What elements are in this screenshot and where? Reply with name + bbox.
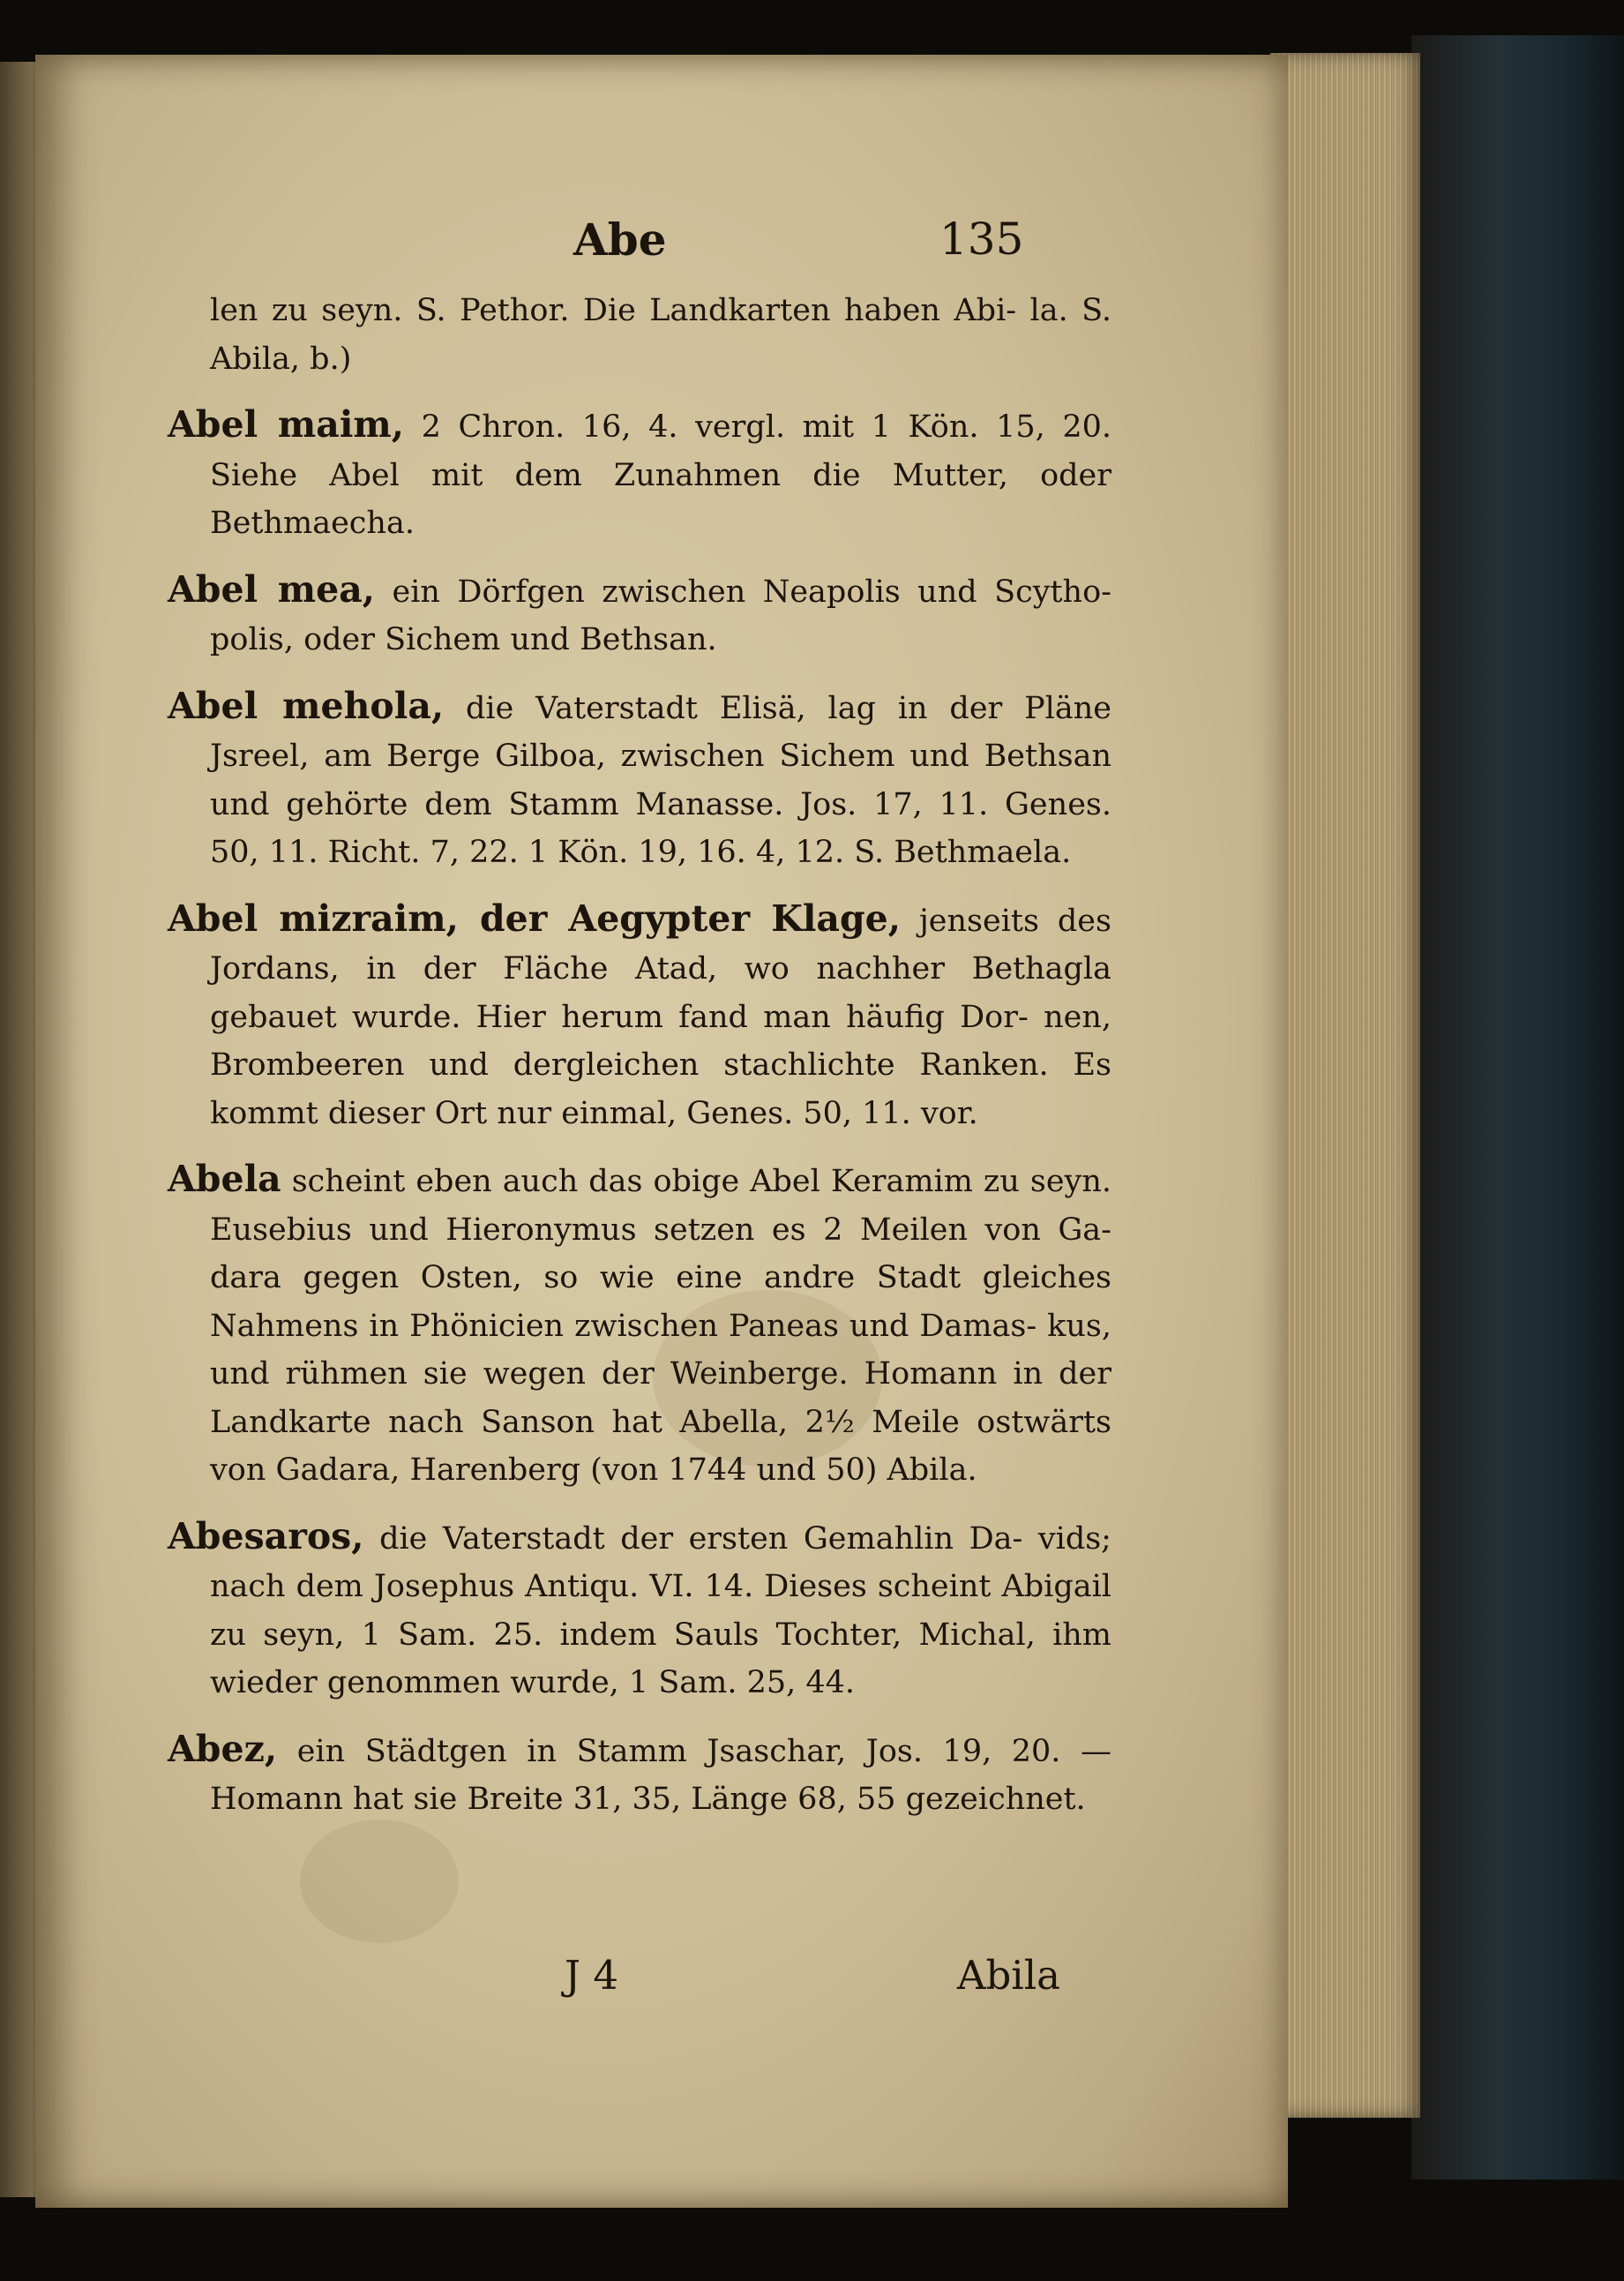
entry-text: die Vaterstadt Elisä, lag in der Pläne Jsreel, am Berge Gilboa, zwischen Sichem und Bethsan und gehörte dem Stamm Manasse. Jos. 17, 11. Genes. 50, 11. Richt. 7, 22. 1 Kön. 19, 16. 4, 12. S. Bethmaela. [210,690,1111,870]
signature-mark: J 4 [565,1952,618,1999]
dictionary-entry [168,895,1111,1138]
catchword: Abila [957,1952,1060,1999]
entry-headword: Abez, [168,1727,278,1770]
dictionary-entry [168,566,1111,664]
entry-text: scheint eben auch das obige Abel Keramim zu seyn. Eusebius und Hieronymus setzen es 2 Meilen von Ga- dara gegen Osten, so wie eine andre Stadt gleiches Nahmens in Phönicien zwischen Paneas und Damas- kus, und rühmen sie wegen der Weinberge. Homann in der Landkarte nach Sanson hat Abella, 2½ Meile ostwärts von Gadara, Harenberg (von 1744 und 50) Abila. [210,1164,1111,1488]
entry-text: jenseits des Jordans, in der Fläche Atad, wo nachher Bethagla gebauet wurde. Hier herum fand man häufig Dor- nen, Brombeeren und dergleichen stachlichte Ranken. Es kommt dieser Ort nur einmal, Genes. 50, 11. vor. [210,903,1111,1131]
book-cover [1411,35,1624,2180]
entry-headword: Abela [168,1158,281,1200]
entry-headword: Abel maim, [168,403,405,446]
entry-headword: Abel mea, [168,567,376,611]
dictionary-entry [168,1155,1111,1495]
entry-text: die Vaterstadt der ersten Gemahlin Da- vids; nach dem Josephus Antiqu. VI. 14. Dieses scheint Abigail zu seyn, 1 Sam. 25. indem Sauls Tochter, Michal, ihm wieder genommen wurde, 1 Sam. 25, 44. [210,1520,1111,1700]
page-edges [1270,53,1420,2118]
running-head [35,205,1288,284]
entry-text: ein Dörfgen zwischen Neapolis und Scytho- polis, oder Sichem und Bethsan. [210,574,1111,657]
entry-headword: Abel mizraim, der Aegypter Klage, [168,897,901,940]
page-footer [35,1952,1288,2022]
dictionary-entry [168,1512,1111,1707]
book-page [35,55,1288,2208]
page-body [168,284,1111,1842]
entry-headword: Abel mehola, [168,684,445,727]
dictionary-entry [168,401,1111,548]
entry-text: 2 Chron. 16, 4. vergl. mit 1 Kön. 15, 20. Siehe Abel mit dem Zunahmen die Mutter, oder Bethmaecha. [210,409,1111,541]
running-head-title: Abe [573,214,667,266]
page-number: 135 [939,214,1024,265]
dictionary-entry [168,1725,1111,1824]
entry-text: len zu seyn. S. Pethor. Die Landkarten haben Abi- la. S. Abila, b.) [210,293,1111,377]
entry-headword: Abesaros, [168,1514,364,1557]
entry-text: ein Städtgen in Stamm Jsaschar, Jos. 19, 20. — Homann hat sie Breite 31, 35, Länge 68, 55 gezeichnet. [210,1733,1111,1817]
dictionary-entry [168,682,1111,877]
entry-continuation [168,284,1111,383]
